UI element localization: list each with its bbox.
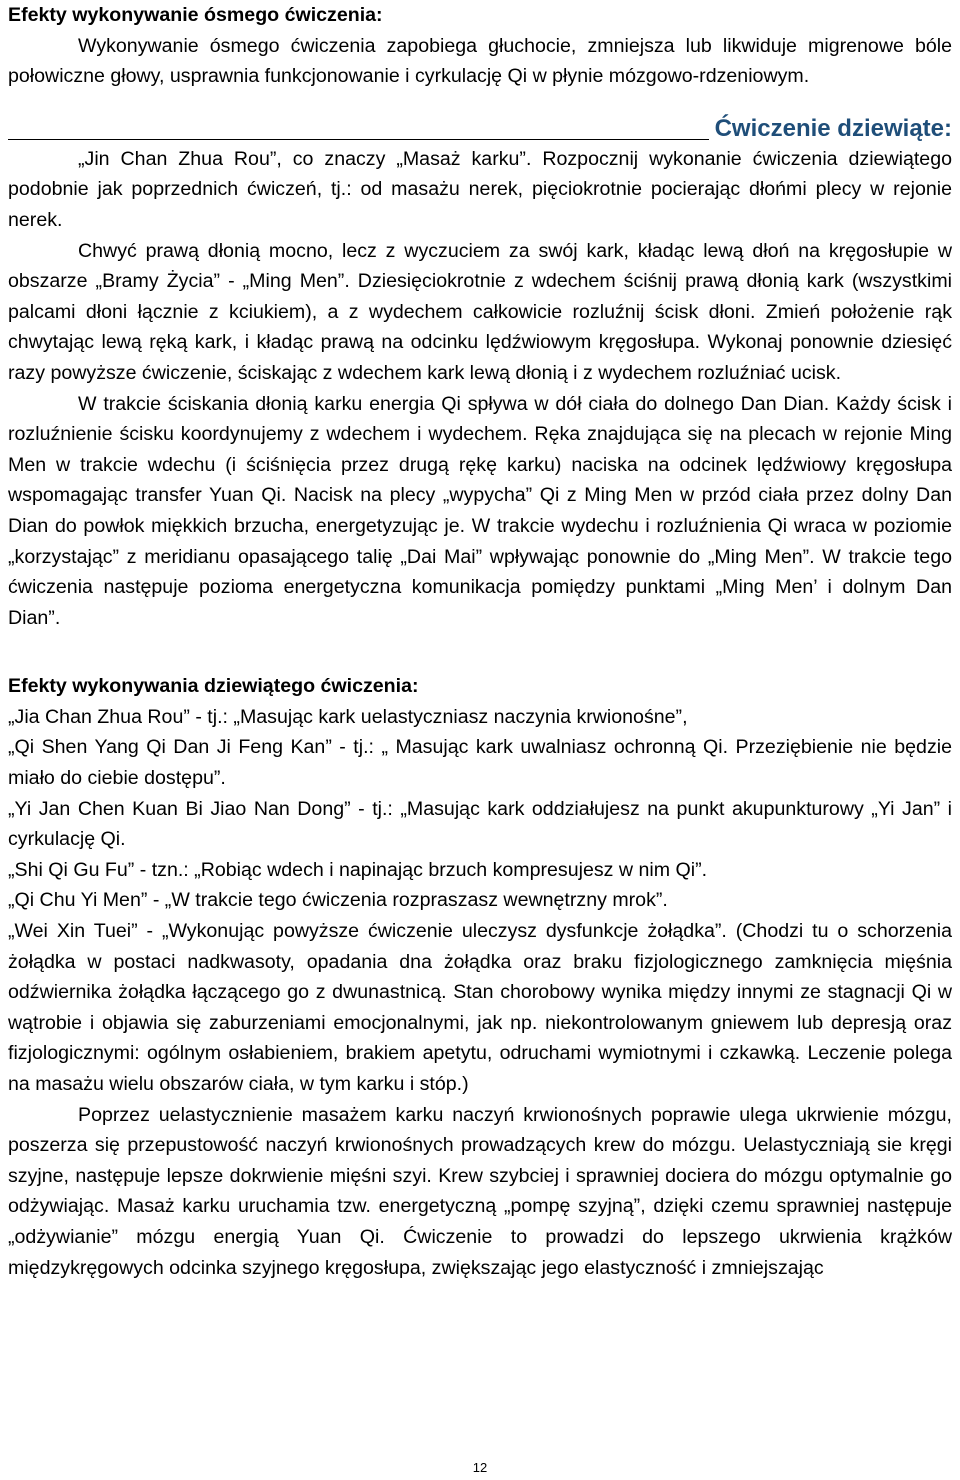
section8-body: Wykonywanie ósmego ćwiczenia zapobiega głuchocie, zmniejsza lub likwiduje migrenowe bóle połowiczne głowy, usprawnia funkcjonowanie i cyrkulację Qi w płynie mózgowo-rdzeniowym. bbox=[8, 34, 952, 88]
page-number: 12 bbox=[472, 1460, 488, 1475]
effects9-item: „Yi Jan Chen Kuan Bi Jiao Nan Dong” - tj.: „Masując kark oddziałujesz na punkt akupunkturowy „Yi Jan” i cyrkulację Qi. bbox=[8, 797, 952, 851]
effects9-heading: Efekty wykonywania dziewiątego ćwiczenia: bbox=[8, 675, 419, 698]
section9-paragraph-3: W trakcie ściskania dłonią karku energia Qi spływa w dół ciała do dolnego Dan Dian. Każdy ścisk i rozluźnienie ścisku koordynujemy z wdechem i wydechem. Ręka znajdująca się na plecach w rejonie Ming Men w trakcie wdechu (i ściśnięcia przez drugą rękę karku) naciska na odcinek lędźwiowy kręgosłupa wspomagając transfer Yuan Qi. Nacisk na plecy „wypycha” Qi z Ming Men w przód ciała przez dolny Dan Dian do powłok miękkich brzucha, energetyzując je. W trakcie wydechu i rozluźnienia Qi wraca w poziomie „korzystając” z meridianu opasającego talię „Dai Mai” wpływając ponownie do „Ming Men”. W trakcie tego ćwiczenia następuje pozioma energetyczna komunikacja pomiędzy punktami „Ming Men’ i dolnym Dan Dian”. bbox=[8, 392, 952, 629]
document-page bbox=[8, 0, 952, 1283]
effects9-item: „Qi Shen Yang Qi Dan Ji Feng Kan” - tj.: „ Masując kark uwalniasz ochronną Qi. Przeziębienie nie będzie miało do ciebie dostępu”. bbox=[8, 736, 952, 790]
section9-title: Ćwiczenie dziewiąte: bbox=[709, 114, 952, 144]
section9-paragraph-2: Chwyć prawą dłonią mocno, lecz z wyczuciem za swój kark, kładąc lewą dłoń na kręgosłupie w obszarze „Bramy Życia” - „Ming Men”. Dziesięciokrotnie z wdechem ściśnij prawą dłonią kark (wszystkimi palcami dłoni łącznie z kciukiem), a z wydechem całkowicie rozluźnij ścisk dłoni. Zmień położenie rąk chwytając lewą ręką kark, i kładąc prawą na odcinku lędźwiowym kręgosłupa. Wykonaj ponownie dziesięć razy powyższe ćwiczenie, ściskając z wdechem kark lewą dłonią i z wydechem rozluźniać ucisk. bbox=[8, 239, 952, 384]
section9-paragraph-1: „Jin Chan Zhua Rou”, co znaczy „Masaż karku”. Rozpocznij wykonanie ćwiczenia dziewiątego podobnie jak poprzednich ćwiczeń, tj.: od masażu nerek, pięciokrotnie pocierając dłońmi plecy w rejonie nerek. bbox=[8, 147, 952, 231]
section8-heading: Efekty wykonywanie ósmego ćwiczenia: bbox=[8, 4, 383, 26]
effects9-item: „Wei Xin Tuei” - „Wykonując powyższe ćwiczenie uleczysz dysfunkcje żołądka”. (Chodzi tu o schorzenia żołądka w postaci nadkwasoty, opadania dna żołądka oraz braku fizjologicznego zamknięcia mięśnia odźwiernika żołądka łączącego go z dwunastnicą. Stan chorobowy wynika między innymi ze stagnacji Qi w wątrobie i objawia się zaburzeniami emocjonalnymi, jak np. niekontrolowanym gniewem lub depresją oraz fizjologicznymi: ogólnym osłabieniem, brakiem apetytu, odruchami wymiotnymi i czkawką. Leczenie polega na masażu wielu obszarów ciała, w tym karku i stóp.) bbox=[8, 920, 952, 1095]
effects9-item: „Qi Chu Yi Men” - „W trakcie tego ćwiczenia rozpraszasz wewnętrzny mrok”. bbox=[8, 889, 668, 912]
effects9-item: „Shi Qi Gu Fu” - tzn.: „Robiąc wdech i napinając brzuch kompresujesz w nim Qi”. bbox=[8, 858, 708, 881]
effects9-closing: Poprzez uelastycznienie masażem karku naczyń krwionośnych poprawie ulega ukrwienie mózgu, poszerza się przepustowość naczyń krwionośnych prowadzących krew do mózgu. Uelastyczniają sie kręgi szyjne, następuje lepsze dokrwienie mięśni szyi. Krew szybciej i sprawniej dociera do mózgu optymalnie go odżywiając. Masaż karku uruchamia tzw. energetyczną „pompę szyjną”, dzięki czemu sprawniej następuje „odżywianie” mózgu energią Yuan Qi. Ćwiczenie to prowadzi do lepszego ukrwienia krążków międzykręgowych odcinka szyjnego kręgosłupa, zwiększając jego elastyczność i zmniejszając bbox=[8, 1103, 952, 1279]
effects9-item: „Jia Chan Zhua Rou” - tj.: „Masując kark uelastyczniasz naczynia krwionośne”, bbox=[8, 705, 688, 728]
section9-title-row bbox=[8, 108, 952, 144]
spacer bbox=[8, 633, 952, 671]
